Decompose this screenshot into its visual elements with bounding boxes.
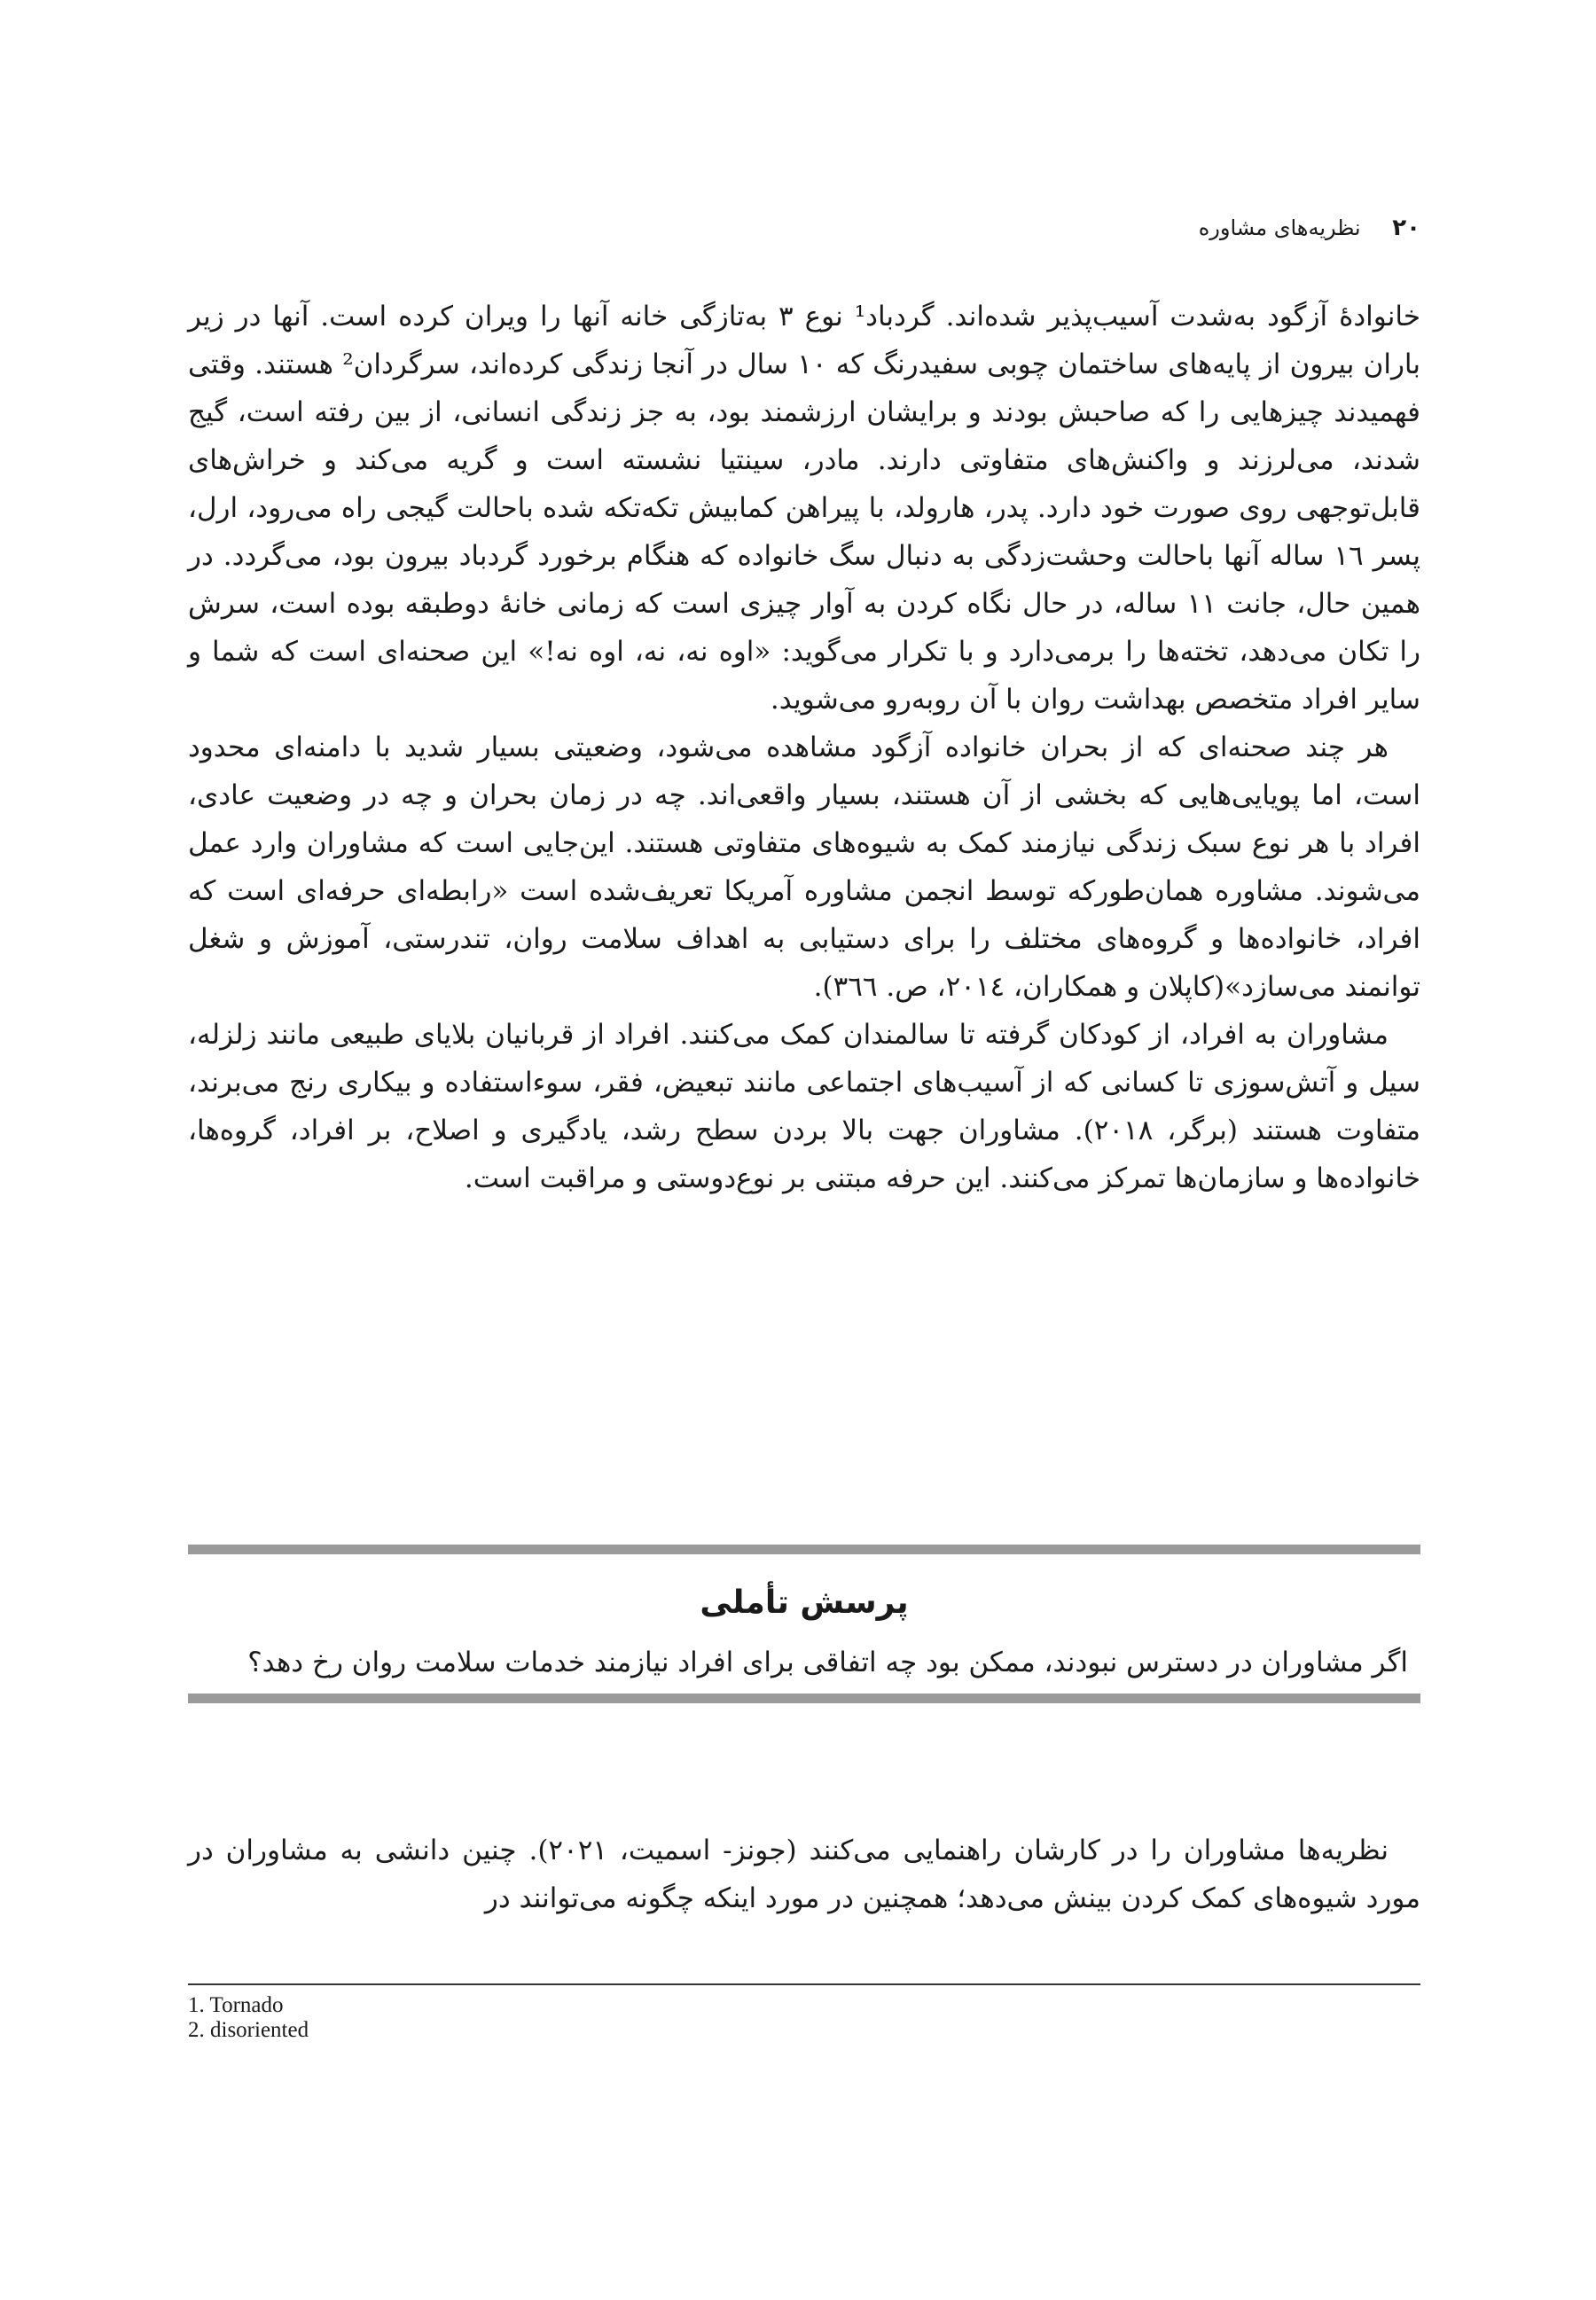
page-number: ۲۰ bbox=[1392, 215, 1420, 241]
footnote-2: 2. disoriented bbox=[188, 2018, 309, 2042]
reflection-box bbox=[188, 1545, 1420, 1703]
reflection-question: اگر مشاوران در دسترس نبودند، ممکن بود چه اتفاقی برای افراد نیازمند خدمات سلامت روان رخ دهد؟ bbox=[247, 1647, 1408, 1678]
running-header bbox=[188, 215, 1420, 241]
running-title: نظریه‌های مشاوره bbox=[1198, 215, 1361, 240]
footnote-1: 1. Tornado bbox=[188, 1993, 284, 2017]
box-bottom-rule bbox=[188, 1694, 1420, 1703]
box-top-rule bbox=[188, 1545, 1420, 1554]
footnotes bbox=[188, 1993, 309, 2043]
paragraph-1: خانوادۀ آزگود به‌شدت آسیب‌پذیر شده‌اند. گردباد¹ نوع ۳ به‌تازگی خانه آنها را ویران کرده است. آنها در زیر باران بیرون از پایه‌های ساختمان چوبی سفیدرنگ که ۱۰ سال در آنجا زندگی کرده‌اند، سرگردان² هستند. وقتی فهمیدند چیزهایی را که صاحبش بودند و برایشان ارزشمند بود، به جز زندگی انسانی، از بین رفته است، گیج شدند، می‌لرزند و واکنش‌های متفاوتی دارند. مادر، سینتیا نشسته است و گریه می‌کند و خراش‌های قابل‌توجهی روی صورت خود دارد. پدر، هارولد، با پیراهن کمابیش تکه‌تکه شده باحالت گیجی راه می‌رود، ارل، پسر ۱٦ ساله آنها باحالت وحشت‌زدگی به دنبال سگ خانواده که هنگام برخورد گردباد بیرون بود، می‌گردد. در همین حال، جانت ۱۱ ساله، در حال نگاه کردن به آوار چیزی است که زمانی خانۀ دوطبقه بوده است، سرش را تکان می‌دهد، تخته‌ها را برمی‌دارد و با تکرار می‌گوید: «اوه نه، نه، اوه نه!» این صحنه‌ای است که شما و سایر افراد متخصص بهداشت روان با آن روبه‌رو می‌شوید. bbox=[188, 301, 1420, 716]
main-text bbox=[188, 293, 1420, 1202]
paragraph-4: نظریه‌ها مشاوران را در کارشان راهنمایی می‌کنند (جونز- اسمیت، ۲۰۲۱). چنین دانشی به مشاوران در مورد شیوه‌های کمک کردن بینش می‌دهد؛ همچنین در مورد اینکه چگونه می‌توانند در bbox=[188, 1835, 1420, 1914]
reflection-title: پرسش تأملی bbox=[700, 1584, 909, 1621]
footnote-divider bbox=[188, 1983, 1420, 1985]
paragraph-3: مشاوران به افراد، از کودکان گرفته تا سالمندان کمک می‌کنند. افراد از قربانیان بلایای طبیعی مانند زلزله، سیل و آتش‌سوزی تا کسانی که از آسیب‌های اجتماعی مانند تبعیض، فقر، سوءاستفاده و بیکاری رنج می‌برند، متفاوت هستند (برگر، ۲۰۱۸). مشاوران جهت بالا بردن سطح رشد، یادگیری و اصلاح، بر افراد، گروه‌ها، خانواده‌ها و سازمان‌ها تمرکز می‌کنند. این حرفه مبتنی بر نوع‌دوستی و مراقبت است. bbox=[188, 1019, 1420, 1194]
continuation-text bbox=[188, 1827, 1420, 1922]
paragraph-2: هر چند صحنه‌ای که از بحران خانواده آزگود مشاهده می‌شود، وضعیتی بسیار شدید با دامنه‌ای محدود است، اما پویایی‌هایی که بخشی از آن هستند، بسیار واقعی‌اند. چه در زمان بحران و چه در وضعیت عادی، افراد با هر نوع سبک زندگی نیازمند کمک به شیوه‌های متفاوتی هستند. این‌جایی است که مشاوران وارد عمل می‌شوند. مشاوره همان‌طورکه توسط انجمن مشاوره آمریکا تعریف‌شده است «رابطه‌ای حرفه‌ای است که افراد، خانواده‌ها و گروه‌های مختلف را برای دستیابی به اهداف سلامت روان، تندرستی، آموزش و شغل توانمند می‌سازد»(کاپلان و همکاران، ۲۰۱٤، ص. ۳٦٦). bbox=[188, 731, 1420, 1003]
